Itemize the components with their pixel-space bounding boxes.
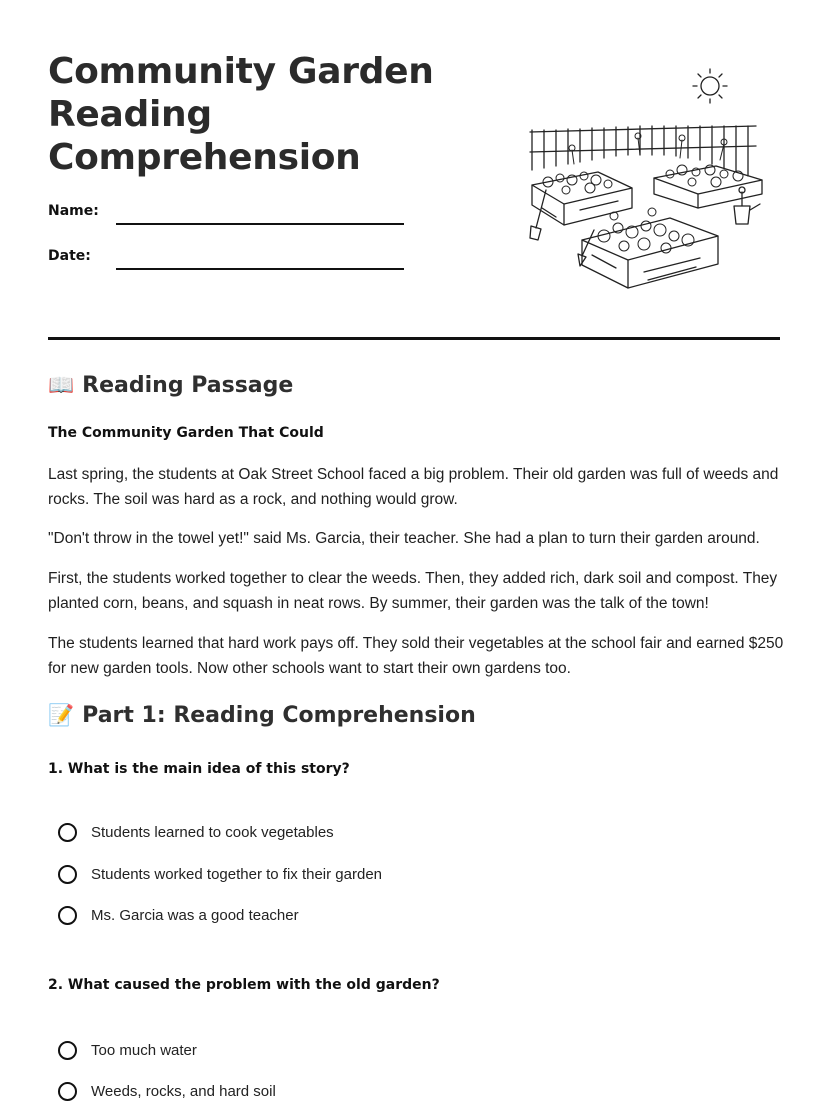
passage-paragraph: Last spring, the students at Oak Street School faced a big problem. Their old garden was full of weeds and rocks. The soil was hard as a rock, and nothing would grow. xyxy=(48,466,779,508)
name-label: Name: xyxy=(48,203,99,219)
passage-paragraph: "Don't throw in the towel yet!" said Ms. Garcia, their teacher. She had a plan to turn their garden around. xyxy=(48,530,760,547)
radio-button[interactable] xyxy=(58,1041,77,1060)
option-label: Weeds, rocks, and hard soil xyxy=(91,1083,276,1100)
question-1-option-2[interactable] xyxy=(58,865,382,884)
sun-icon xyxy=(693,69,727,103)
radio-button[interactable] xyxy=(58,823,77,842)
page-title: Community Garden Reading Comprehension xyxy=(48,51,434,178)
radio-button[interactable] xyxy=(58,1082,77,1101)
radio-button[interactable] xyxy=(58,865,77,884)
reading-passage-title: Reading Passage xyxy=(82,373,294,398)
section-divider xyxy=(48,337,780,340)
passage-paragraph: The students learned that hard work pays off. They sold their vegetables at the school fair and earned $250 for new garden tools. Now other schools want to start their own gardens too. xyxy=(48,635,784,677)
garden-illustration xyxy=(520,60,770,295)
part1-title: Part 1: Reading Comprehension xyxy=(82,703,476,728)
date-field[interactable] xyxy=(116,268,404,270)
passage-paragraph: First, the students worked together to clear the weeds. Then, they added rich, dark soil and compost. They planted corn, beans, and squash in neat rows. By summer, their garden was the talk of the town! xyxy=(48,570,778,612)
option-label: Students learned to cook vegetables xyxy=(91,824,334,841)
question-2-option-2[interactable] xyxy=(58,1082,276,1101)
question-1: 1. What is the main idea of this story? xyxy=(48,761,350,777)
question-1-option-1[interactable] xyxy=(58,823,334,842)
option-label: Ms. Garcia was a good teacher xyxy=(91,907,299,924)
radio-button[interactable] xyxy=(58,906,77,925)
memo-icon: 📝 xyxy=(48,703,75,727)
question-2: 2. What caused the problem with the old garden? xyxy=(48,977,440,993)
option-label: Too much water xyxy=(91,1042,197,1059)
reading-passage-heading xyxy=(48,373,293,398)
question-1-option-3[interactable] xyxy=(58,906,299,925)
book-icon: 📖 xyxy=(48,373,75,397)
part1-heading xyxy=(48,703,476,728)
question-2-option-1[interactable] xyxy=(58,1041,197,1060)
name-field[interactable] xyxy=(116,223,404,225)
story-title: The Community Garden That Could xyxy=(48,425,324,441)
option-label: Students worked together to fix their garden xyxy=(91,866,383,883)
date-label: Date: xyxy=(48,248,91,264)
